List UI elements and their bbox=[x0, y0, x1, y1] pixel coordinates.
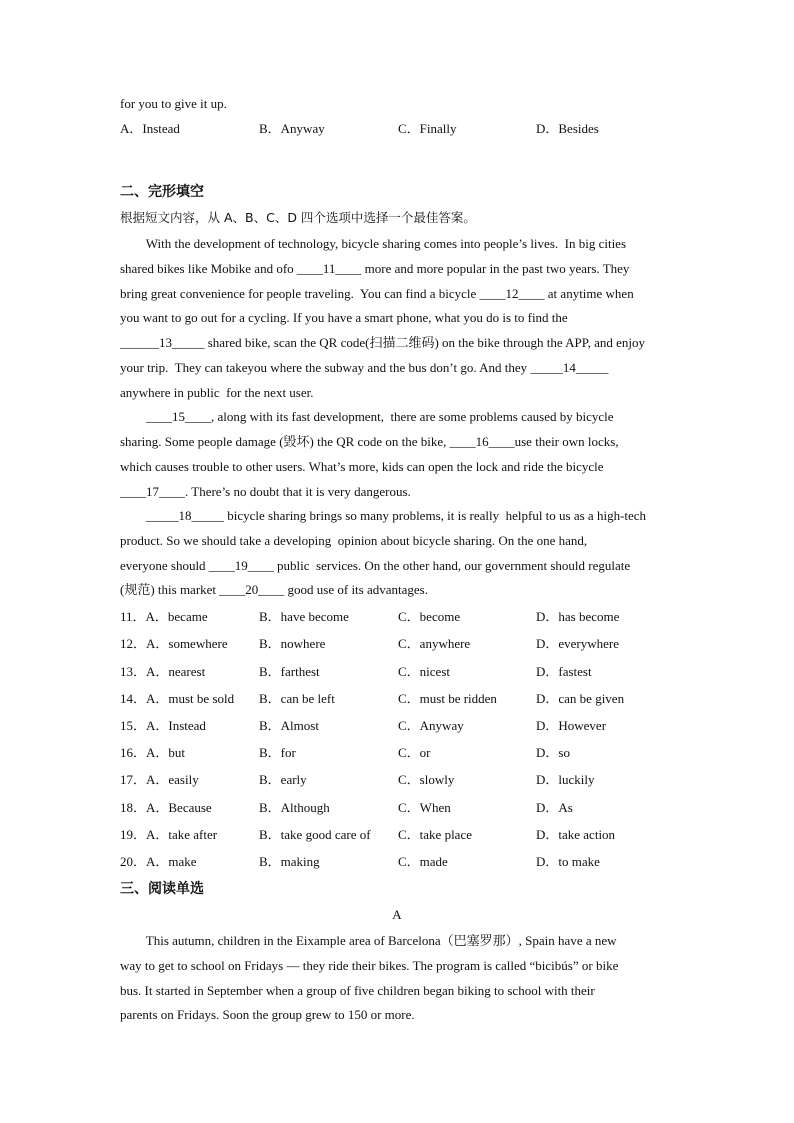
option-c: C．When bbox=[398, 800, 451, 815]
passage-label: A bbox=[392, 907, 402, 922]
question-18 bbox=[120, 799, 680, 817]
option-b: B．making bbox=[259, 854, 320, 869]
option-a: 19．A．take after bbox=[120, 827, 218, 842]
option-d: D．has become bbox=[536, 609, 620, 624]
section-title-cloze: 二、完形填空 bbox=[120, 184, 204, 200]
question-13 bbox=[120, 663, 680, 681]
option-a: 20．A．make bbox=[120, 854, 197, 869]
passage-line: shared bikes like Mobike and ofo ____11____ more and more popular in the past two years. They bbox=[120, 261, 630, 276]
passage-line: product. So we should take a developing opinion about bicycle sharing. On the one hand, bbox=[120, 533, 588, 548]
question-17 bbox=[120, 771, 680, 789]
option-b: B．nowhere bbox=[259, 636, 326, 651]
question-15 bbox=[120, 717, 680, 735]
option-a: 18．A．Because bbox=[120, 800, 212, 815]
passage-line: way to get to school on Fridays — they ride their bikes. The program is called “bicibús” or bike bbox=[120, 958, 619, 973]
passage-line: which causes trouble to other users. What’s more, kids can open the lock and ride the bicycle bbox=[120, 459, 604, 474]
passage-line: With the development of technology, bicycle sharing comes into people’s lives. In big cities bbox=[120, 236, 627, 251]
option-b: B．can be left bbox=[259, 691, 335, 706]
option-b: B．take good care of bbox=[259, 827, 371, 842]
option-a: 12．A．somewhere bbox=[120, 636, 228, 651]
option-b: B．Almost bbox=[259, 718, 319, 733]
option-d: D．As bbox=[536, 800, 573, 815]
previous-question-tail: for you to give it up. bbox=[120, 96, 227, 111]
option-b: B．have become bbox=[259, 609, 349, 624]
option-a: A．Instead bbox=[120, 121, 180, 136]
option-d: D．everywhere bbox=[536, 636, 620, 651]
option-c: C．or bbox=[398, 745, 431, 760]
option-c: C．slowly bbox=[398, 772, 455, 787]
option-d: D．can be given bbox=[536, 691, 625, 706]
passage-line: parents on Fridays. Soon the group grew to 150 or more. bbox=[120, 1007, 415, 1022]
option-a: 16．A．but bbox=[120, 745, 186, 760]
question-16 bbox=[120, 744, 680, 762]
option-b: B．early bbox=[259, 772, 307, 787]
passage-line: everyone should ____19____ public services. On the other hand, our government should regulate bbox=[120, 558, 631, 573]
passage-line: ______13_____ shared bike, scan the QR code(扫描二维码) on the bike through the APP, and enjoy bbox=[120, 335, 645, 350]
passage-line: _____18_____ bicycle sharing brings so many problems, it is really helpful to us as a high-tech bbox=[120, 508, 647, 523]
passage-line: ____15____, along with its fast development, there are some problems caused by bicycle bbox=[120, 409, 614, 424]
option-a: 17．A．easily bbox=[120, 772, 199, 787]
option-b: B．Anyway bbox=[259, 121, 325, 136]
passage-line: anywhere in public for the next user. bbox=[120, 385, 314, 400]
question-14 bbox=[120, 690, 680, 708]
option-d: D．Besides bbox=[536, 121, 599, 136]
option-b: B．farthest bbox=[259, 664, 320, 679]
passage-line: bus. It started in September when a group of five children began biking to school with their bbox=[120, 983, 595, 998]
question-12 bbox=[120, 635, 680, 653]
section-title-reading: 三、阅读单选 bbox=[120, 881, 204, 897]
option-c: C．anywhere bbox=[398, 636, 471, 651]
option-d: D．so bbox=[536, 745, 570, 760]
option-c: C．must be ridden bbox=[398, 691, 497, 706]
option-d: D．However bbox=[536, 718, 607, 733]
option-c: C．made bbox=[398, 854, 448, 869]
option-c: C．become bbox=[398, 609, 461, 624]
passage-line: (规范) this market ____20____ good use of its advantages. bbox=[120, 582, 428, 597]
option-a: 15．A．Instead bbox=[120, 718, 206, 733]
option-c: C．nicest bbox=[398, 664, 450, 679]
passage-line: This autumn, children in the Eixample area of Barcelona（巴塞罗那）, Spain have a new bbox=[120, 933, 617, 948]
question-11 bbox=[120, 608, 680, 626]
option-b: B．for bbox=[259, 745, 296, 760]
passage-line: your trip. They can takeyou where the subway and the bus don’t go. And they _____14_____ bbox=[120, 360, 609, 375]
passage-line: sharing. Some people damage (毁坏) the QR code on the bike, ____16____use their own locks, bbox=[120, 434, 619, 449]
option-a: 11．A．became bbox=[120, 609, 208, 624]
passage-line: bring great convenience for people traveling. You can find a bicycle ____12____ at anytime when bbox=[120, 286, 634, 301]
option-c: C．take place bbox=[398, 827, 472, 842]
option-b: B．Although bbox=[259, 800, 330, 815]
passage-line: you want to go out for a cycling. If you have a smart phone, what you do is to find the bbox=[120, 310, 568, 325]
option-a: 13．A．nearest bbox=[120, 664, 206, 679]
option-c: C．Finally bbox=[398, 121, 457, 136]
option-d: D．to make bbox=[536, 854, 600, 869]
question-19 bbox=[120, 826, 680, 844]
option-c: C．Anyway bbox=[398, 718, 464, 733]
option-d: D．take action bbox=[536, 827, 616, 842]
passage-line: ____17____. There’s no doubt that it is very dangerous. bbox=[120, 484, 411, 499]
option-d: D．fastest bbox=[536, 664, 592, 679]
cloze-instruction: 根据短文内容，从 A、B、C、D 四个选项中选择一个最佳答案。 bbox=[120, 210, 476, 225]
option-a: 14．A．must be sold bbox=[120, 691, 235, 706]
question-20 bbox=[120, 853, 680, 871]
previous-question-options bbox=[120, 120, 680, 138]
option-d: D．luckily bbox=[536, 772, 595, 787]
